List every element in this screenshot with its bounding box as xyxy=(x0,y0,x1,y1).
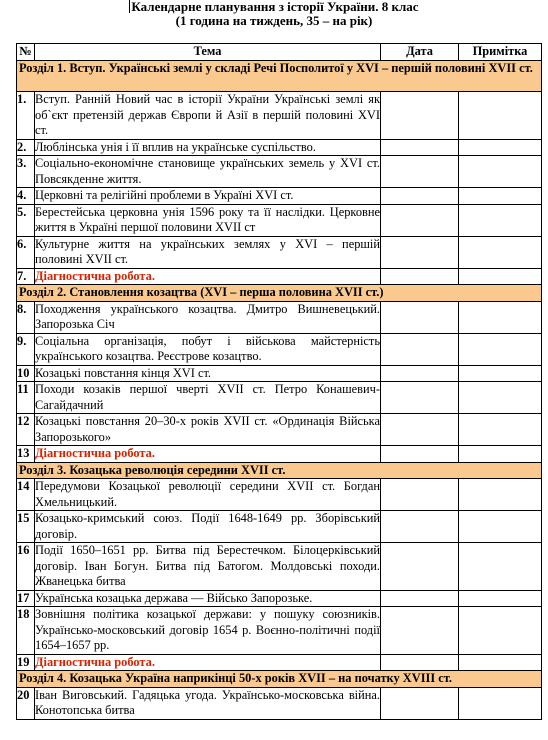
lesson-number: 4. xyxy=(17,188,35,205)
lesson-topic: Козацько-кримський союз. Події 1648-1649 рр. Зборівський договір. xyxy=(35,511,380,541)
lesson-row xyxy=(17,414,542,446)
section-row xyxy=(17,462,542,479)
lesson-topic-cell xyxy=(35,268,381,285)
note-cell[interactable] xyxy=(459,479,542,511)
calendar-plan-table xyxy=(16,43,542,720)
lesson-topic-cell xyxy=(35,687,381,719)
note-cell[interactable] xyxy=(459,268,542,285)
lesson-topic: Козацькі повстання 20–30-х років XVII ст. «Ординація Війська Запорозького» xyxy=(35,414,380,444)
lesson-topic-cell xyxy=(35,607,381,655)
lesson-topic-cell xyxy=(35,479,381,511)
document-title-block xyxy=(0,0,548,28)
lesson-row xyxy=(17,365,542,382)
lesson-number: 1. xyxy=(17,92,35,140)
table-header-row xyxy=(17,44,542,61)
note-cell[interactable] xyxy=(459,414,542,446)
date-cell[interactable] xyxy=(381,607,459,655)
date-cell[interactable] xyxy=(381,654,459,671)
note-cell[interactable] xyxy=(459,590,542,607)
table-body xyxy=(17,61,542,720)
date-cell[interactable] xyxy=(381,511,459,543)
date-cell[interactable] xyxy=(381,268,459,285)
lesson-topic-cell xyxy=(35,204,381,236)
lesson-row xyxy=(17,301,542,333)
lesson-row xyxy=(17,333,542,365)
section-title: Розділ 4. Козацька Україна наприкінці 50-х років XVII – на початку XVIII ст. xyxy=(17,671,542,688)
column-header-date: Дата xyxy=(381,44,459,61)
lesson-number: 18 xyxy=(17,607,35,655)
date-cell[interactable] xyxy=(381,479,459,511)
note-cell[interactable] xyxy=(459,92,542,140)
lesson-number: 9. xyxy=(17,333,35,365)
lesson-topic-cell xyxy=(35,365,381,382)
lesson-number: 13 xyxy=(17,446,35,463)
lesson-row xyxy=(17,446,542,463)
date-cell[interactable] xyxy=(381,236,459,268)
lesson-row xyxy=(17,156,542,188)
lesson-topic: Походження українського козацтва. Дмитро Вишневецький. Запорозька Січ xyxy=(35,301,380,331)
note-cell[interactable] xyxy=(459,204,542,236)
lesson-topic: Козацькі повстання кінця XVI ст. xyxy=(35,365,212,380)
note-cell[interactable] xyxy=(459,188,542,205)
lesson-topic-cell xyxy=(35,414,381,446)
lesson-number: 16 xyxy=(17,543,35,591)
lesson-number: 12 xyxy=(17,414,35,446)
date-cell[interactable] xyxy=(381,301,459,333)
section-row xyxy=(17,285,542,302)
lesson-topic: Берестейська церковна унія 1596 року та її наслідки. Церковне життя в Україні першої половини XVII ст xyxy=(35,204,380,234)
note-cell[interactable] xyxy=(459,236,542,268)
lesson-row xyxy=(17,607,542,655)
lesson-number: 14 xyxy=(17,479,35,511)
lesson-topic: Соціально-економічне становище українських земель у XVI ст. Повсякденне життя. xyxy=(35,156,380,186)
column-header-note: Примітка xyxy=(459,44,542,61)
note-cell[interactable] xyxy=(459,301,542,333)
section-row xyxy=(17,671,542,688)
lesson-topic-cell xyxy=(35,446,381,463)
date-cell[interactable] xyxy=(381,333,459,365)
note-cell[interactable] xyxy=(459,139,542,156)
note-cell[interactable] xyxy=(459,446,542,463)
lesson-number: 10 xyxy=(17,365,35,382)
lesson-topic: Церковні та релігійні проблеми в Україні XVI ст. xyxy=(35,188,294,202)
lesson-number: 6. xyxy=(17,236,35,268)
lesson-row xyxy=(17,382,542,414)
section-row xyxy=(17,61,542,92)
section-title: Розділ 2. Становлення козацтва (XVI – перша половина XVII ст.) xyxy=(17,285,542,302)
lesson-topic-cell xyxy=(35,236,381,268)
date-cell[interactable] xyxy=(381,687,459,719)
date-cell[interactable] xyxy=(381,543,459,591)
lesson-number: 5. xyxy=(17,204,35,236)
lesson-row xyxy=(17,543,542,591)
note-cell[interactable] xyxy=(459,365,542,382)
diagnostic-work-label: Діагностична робота. xyxy=(35,268,155,283)
document-title-line xyxy=(0,0,548,14)
lesson-topic: Походи козаків першої чверті XVII ст. Петро Конашевич-Сагайдачний xyxy=(35,382,380,412)
diagnostic-work-label: Діагностична робота. xyxy=(35,654,155,669)
lesson-topic-cell xyxy=(35,382,381,414)
lesson-row xyxy=(17,139,542,156)
lesson-topic-cell xyxy=(35,301,381,333)
lesson-topic-cell xyxy=(35,92,381,140)
lesson-number: 7. xyxy=(17,268,35,285)
lesson-number: 2. xyxy=(17,139,35,156)
date-cell[interactable] xyxy=(381,414,459,446)
note-cell[interactable] xyxy=(459,687,542,719)
lesson-row xyxy=(17,654,542,671)
date-cell[interactable] xyxy=(381,188,459,205)
lesson-topic: Зовнішня політика козацької держави: у пошуку союзників. Українсько-московський договір 1654 р. Воєнно-політичні події 1654–1657 рр. xyxy=(35,607,380,652)
lesson-row xyxy=(17,687,542,719)
lesson-topic-cell xyxy=(35,511,381,543)
column-header-number: № xyxy=(17,44,35,61)
note-cell[interactable] xyxy=(459,511,542,543)
document-title: Календарне планування з історії України. 8 клас xyxy=(131,0,419,14)
date-cell[interactable] xyxy=(381,590,459,607)
lesson-topic-cell xyxy=(35,156,381,188)
lesson-topic: Українська козацька держава — Військо Запорозьке. xyxy=(35,590,313,605)
lesson-number: 3. xyxy=(17,156,35,188)
date-cell[interactable] xyxy=(381,204,459,236)
date-cell[interactable] xyxy=(381,92,459,140)
lesson-topic: Події 1650–1651 рр. Битва під Берестечком. Білоцерківський договір. Іван Богун. Битва під Батогом. Молдовські походи. Жванецька битва xyxy=(35,543,380,588)
date-cell[interactable] xyxy=(381,382,459,414)
lesson-topic: Соціальна організація, побут і військова майстерність українського козацтва. Реєстрове козацтво. xyxy=(35,333,380,363)
lesson-topic-cell xyxy=(35,188,381,205)
section-title: Розділ 1. Вступ. Українські землі у складі Речі Посполитої у XVI – першій половині XVII ст. xyxy=(17,61,542,92)
note-cell[interactable] xyxy=(459,333,542,365)
lesson-row xyxy=(17,268,542,285)
note-cell[interactable] xyxy=(459,543,542,591)
lesson-row xyxy=(17,479,542,511)
lesson-topic-cell xyxy=(35,139,381,156)
lesson-topic: Передумови Козацької революції середини XVII ст. Богдан Хмельницький. xyxy=(35,479,380,509)
date-cell[interactable] xyxy=(381,139,459,156)
lesson-number: 17 xyxy=(17,590,35,607)
date-cell[interactable] xyxy=(381,156,459,188)
lesson-topic-cell xyxy=(35,654,381,671)
note-cell[interactable] xyxy=(459,382,542,414)
lesson-topic: Люблінська унія і її вплив на українське суспільство. xyxy=(35,139,316,154)
note-cell[interactable] xyxy=(459,607,542,655)
lesson-number: 8. xyxy=(17,301,35,333)
lesson-row xyxy=(17,590,542,607)
lesson-topic-cell xyxy=(35,543,381,591)
lesson-number: 20 xyxy=(17,687,35,719)
lesson-row xyxy=(17,188,542,205)
lesson-row xyxy=(17,236,542,268)
lesson-topic-cell xyxy=(35,590,381,607)
diagnostic-work-label: Діагностична робота. xyxy=(35,446,155,460)
note-cell[interactable] xyxy=(459,156,542,188)
date-cell[interactable] xyxy=(381,365,459,382)
note-cell[interactable] xyxy=(459,654,542,671)
lesson-number: 19 xyxy=(17,654,35,671)
lesson-row xyxy=(17,92,542,140)
lesson-number: 11 xyxy=(17,382,35,414)
lesson-topic: Іван Виговський. Гадяцька угода. Українсько-московська війна. Конотопська битва xyxy=(35,687,380,717)
lesson-topic: Культурне життя на українських землях у XVI – першій половині XVII ст. xyxy=(35,236,380,266)
lesson-number: 15 xyxy=(17,511,35,543)
column-header-topic: Тема xyxy=(35,44,381,61)
section-title: Розділ 3. Козацька революція середини XVII ст. xyxy=(17,462,542,479)
document-subtitle: (1 година на тиждень, 35 – на рік) xyxy=(175,13,373,28)
lesson-row xyxy=(17,511,542,543)
date-cell[interactable] xyxy=(381,446,459,463)
lesson-topic-cell xyxy=(35,333,381,365)
lesson-topic: Вступ. Ранній Новий час в історії України Українські землі як об`єкт претензій держав Європи й Азії в першій половині XVI ст. xyxy=(35,92,380,137)
lesson-row xyxy=(17,204,542,236)
